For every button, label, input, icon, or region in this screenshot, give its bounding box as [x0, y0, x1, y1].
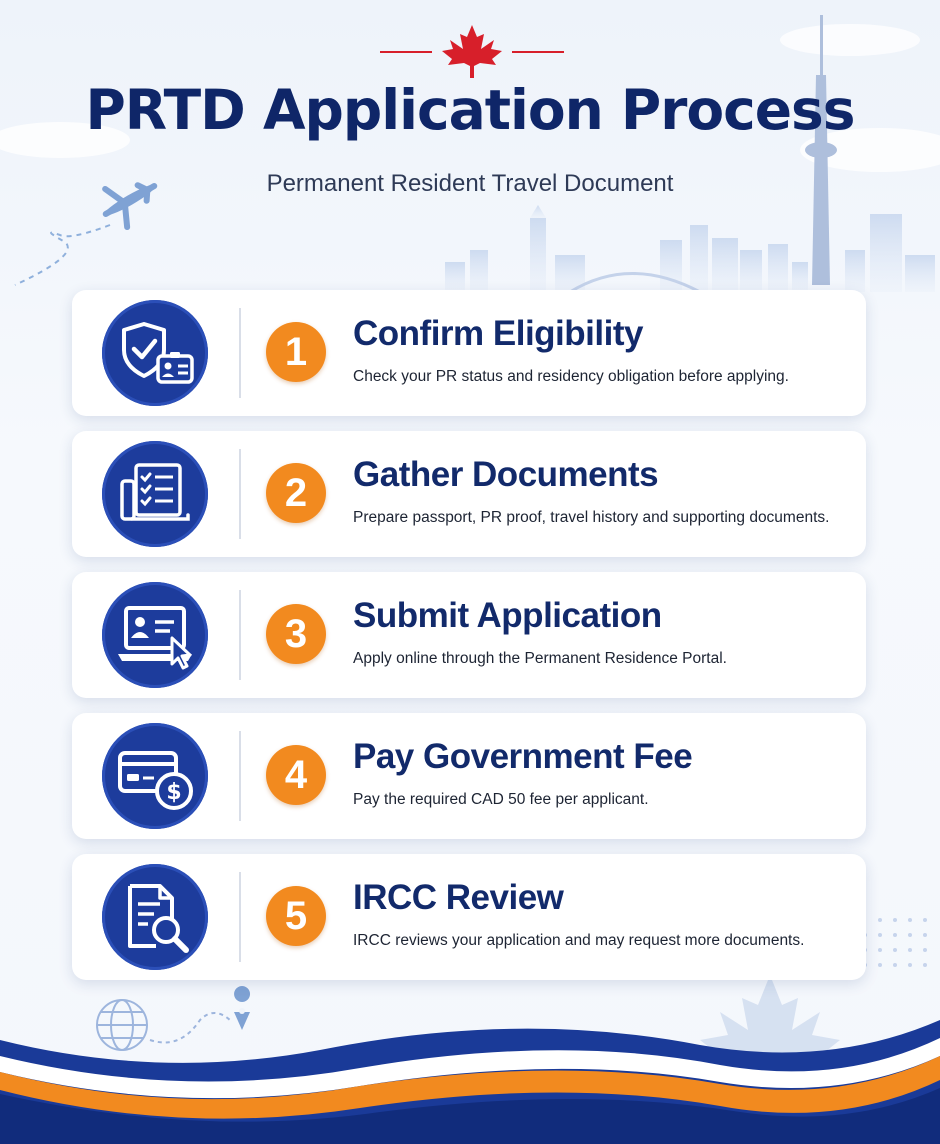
document-checklist-icon — [102, 441, 208, 547]
step-card-gather-documents — [72, 431, 866, 557]
step-title: Submit Application — [353, 596, 662, 635]
credit-card-dollar-icon — [102, 723, 208, 829]
step-number-badge: 5 — [266, 886, 326, 946]
step-number-badge: 3 — [266, 604, 326, 664]
maple-leaf-icon — [442, 25, 502, 78]
step-divider — [239, 731, 241, 821]
step-divider — [239, 308, 241, 398]
step-description: IRCC reviews your application and may request more documents. — [353, 932, 805, 949]
step-number-badge: 2 — [266, 463, 326, 523]
step-number-badge: 1 — [266, 322, 326, 382]
step-description: Prepare passport, PR proof, travel history and supporting documents. — [353, 509, 830, 526]
step-divider — [239, 449, 241, 539]
step-number-badge: 4 — [266, 745, 326, 805]
svg-text:$: $ — [166, 780, 182, 805]
skyline-buildings — [445, 205, 935, 292]
step-title: Pay Government Fee — [353, 737, 693, 776]
page-title: PRTD Application Process — [85, 78, 855, 142]
laptop-profile-icon — [102, 582, 208, 688]
flight-path — [15, 225, 110, 285]
step-description: Pay the required CAD 50 fee per applicant. — [353, 791, 649, 808]
step-card-ircc-review — [72, 854, 866, 980]
step-divider — [239, 590, 241, 680]
step-card-confirm-eligibility — [72, 290, 866, 416]
step-card-submit-application — [72, 572, 866, 698]
shield-check-id-icon — [102, 300, 208, 406]
step-description: Check your PR status and residency obligation before applying. — [353, 368, 789, 385]
step-description: Apply online through the Permanent Residence Portal. — [353, 650, 727, 667]
step-title: Gather Documents — [353, 455, 659, 494]
step-divider — [239, 872, 241, 962]
step-card-pay-government-fee — [72, 713, 866, 839]
step-title: Confirm Eligibility — [353, 314, 643, 353]
maple-leaf-header — [0, 22, 940, 82]
steps-list — [72, 290, 866, 995]
document-search-icon — [102, 864, 208, 970]
page-subtitle: Permanent Resident Travel Document — [266, 170, 674, 197]
step-title: IRCC Review — [353, 878, 564, 917]
